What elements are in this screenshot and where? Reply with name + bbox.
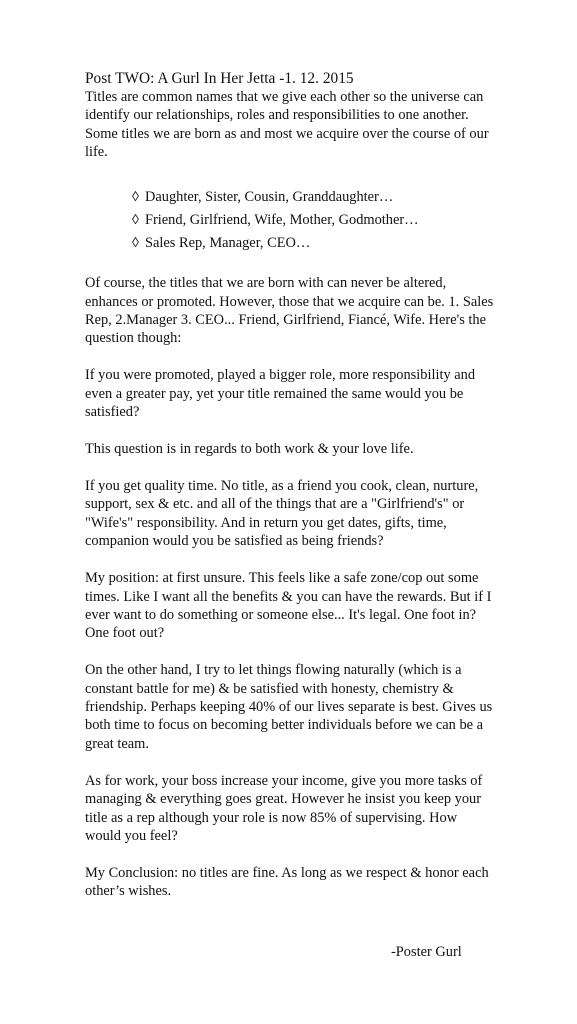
diamond-bullet-icon: ◊ bbox=[132, 212, 139, 228]
titles-list bbox=[132, 186, 495, 256]
list-item-text: Daughter, Sister, Cousin, Granddaughter… bbox=[145, 188, 394, 205]
body-paragraph: Of course, the titles that we are born with can never be altered, enhances or promoted. However, those that we acquire can be. 1. Sales Rep, 2.Manager 3. CEO... Friend, Girlfriend, Fiancé, Wife. Here's the question though: bbox=[85, 275, 494, 347]
body-paragraph: This question is in regards to both work & your love life. bbox=[85, 441, 414, 458]
author-signature: -Poster Gurl bbox=[391, 944, 462, 960]
document-body bbox=[85, 69, 495, 901]
conclusion-paragraph: My Conclusion: no titles are fine. As long as we respect & honor each other’s wishes. bbox=[85, 864, 489, 900]
diamond-bullet-icon: ◊ bbox=[132, 236, 139, 252]
body-paragraph: If you get quality time. No title, as a friend you cook, clean, nurture, support, sex & etc. and all of the things that are a "Girlfriend's" or "Wife's" responsibility. And in return you get dates, gifts, time, companion would you be satisfied as being friends? bbox=[85, 477, 479, 550]
post-title: Post TWO: A Gurl In Her Jetta -1. 12. 2015 bbox=[85, 70, 354, 87]
intro-paragraph: Titles are common names that we give each other so the universe can identify our relationships, roles and responsibilities to one another. Some titles we are born as and most we acquire over the course of our life. bbox=[85, 89, 489, 161]
list-item bbox=[132, 186, 495, 209]
diamond-bullet-icon: ◊ bbox=[132, 189, 139, 205]
body-paragraph: My position: at first unsure. This feels like a safe zone/cop out some times. Like I want all the benefits & you can have the rewards. But if I ever want to do something or someone else... It's legal. One foot in? One foot out? bbox=[85, 570, 492, 642]
list-item bbox=[132, 232, 495, 255]
body-paragraph: As for work, your boss increase your income, give you more tasks of managing & everything goes great. However he insist you keep your title as a rep although your role is now 85% of supervising. How would you feel? bbox=[85, 772, 483, 844]
body-paragraph: If you were promoted, played a bigger role, more responsibility and even a greater pay, yet your title remained the same would you be satisfied? bbox=[85, 367, 476, 421]
list-item-text: Sales Rep, Manager, CEO… bbox=[145, 235, 311, 252]
list-item-text: Friend, Girlfriend, Wife, Mother, Godmother… bbox=[145, 211, 419, 228]
body-paragraph: On the other hand, I try to let things flowing naturally (which is a constant battle for me) & be satisfied with honesty, chemistry & friendship. Perhaps keeping 40% of our lives separate is best. Gives us both time to focus on becoming better individuals before we can be a great team. bbox=[85, 662, 493, 752]
list-item bbox=[132, 209, 495, 232]
